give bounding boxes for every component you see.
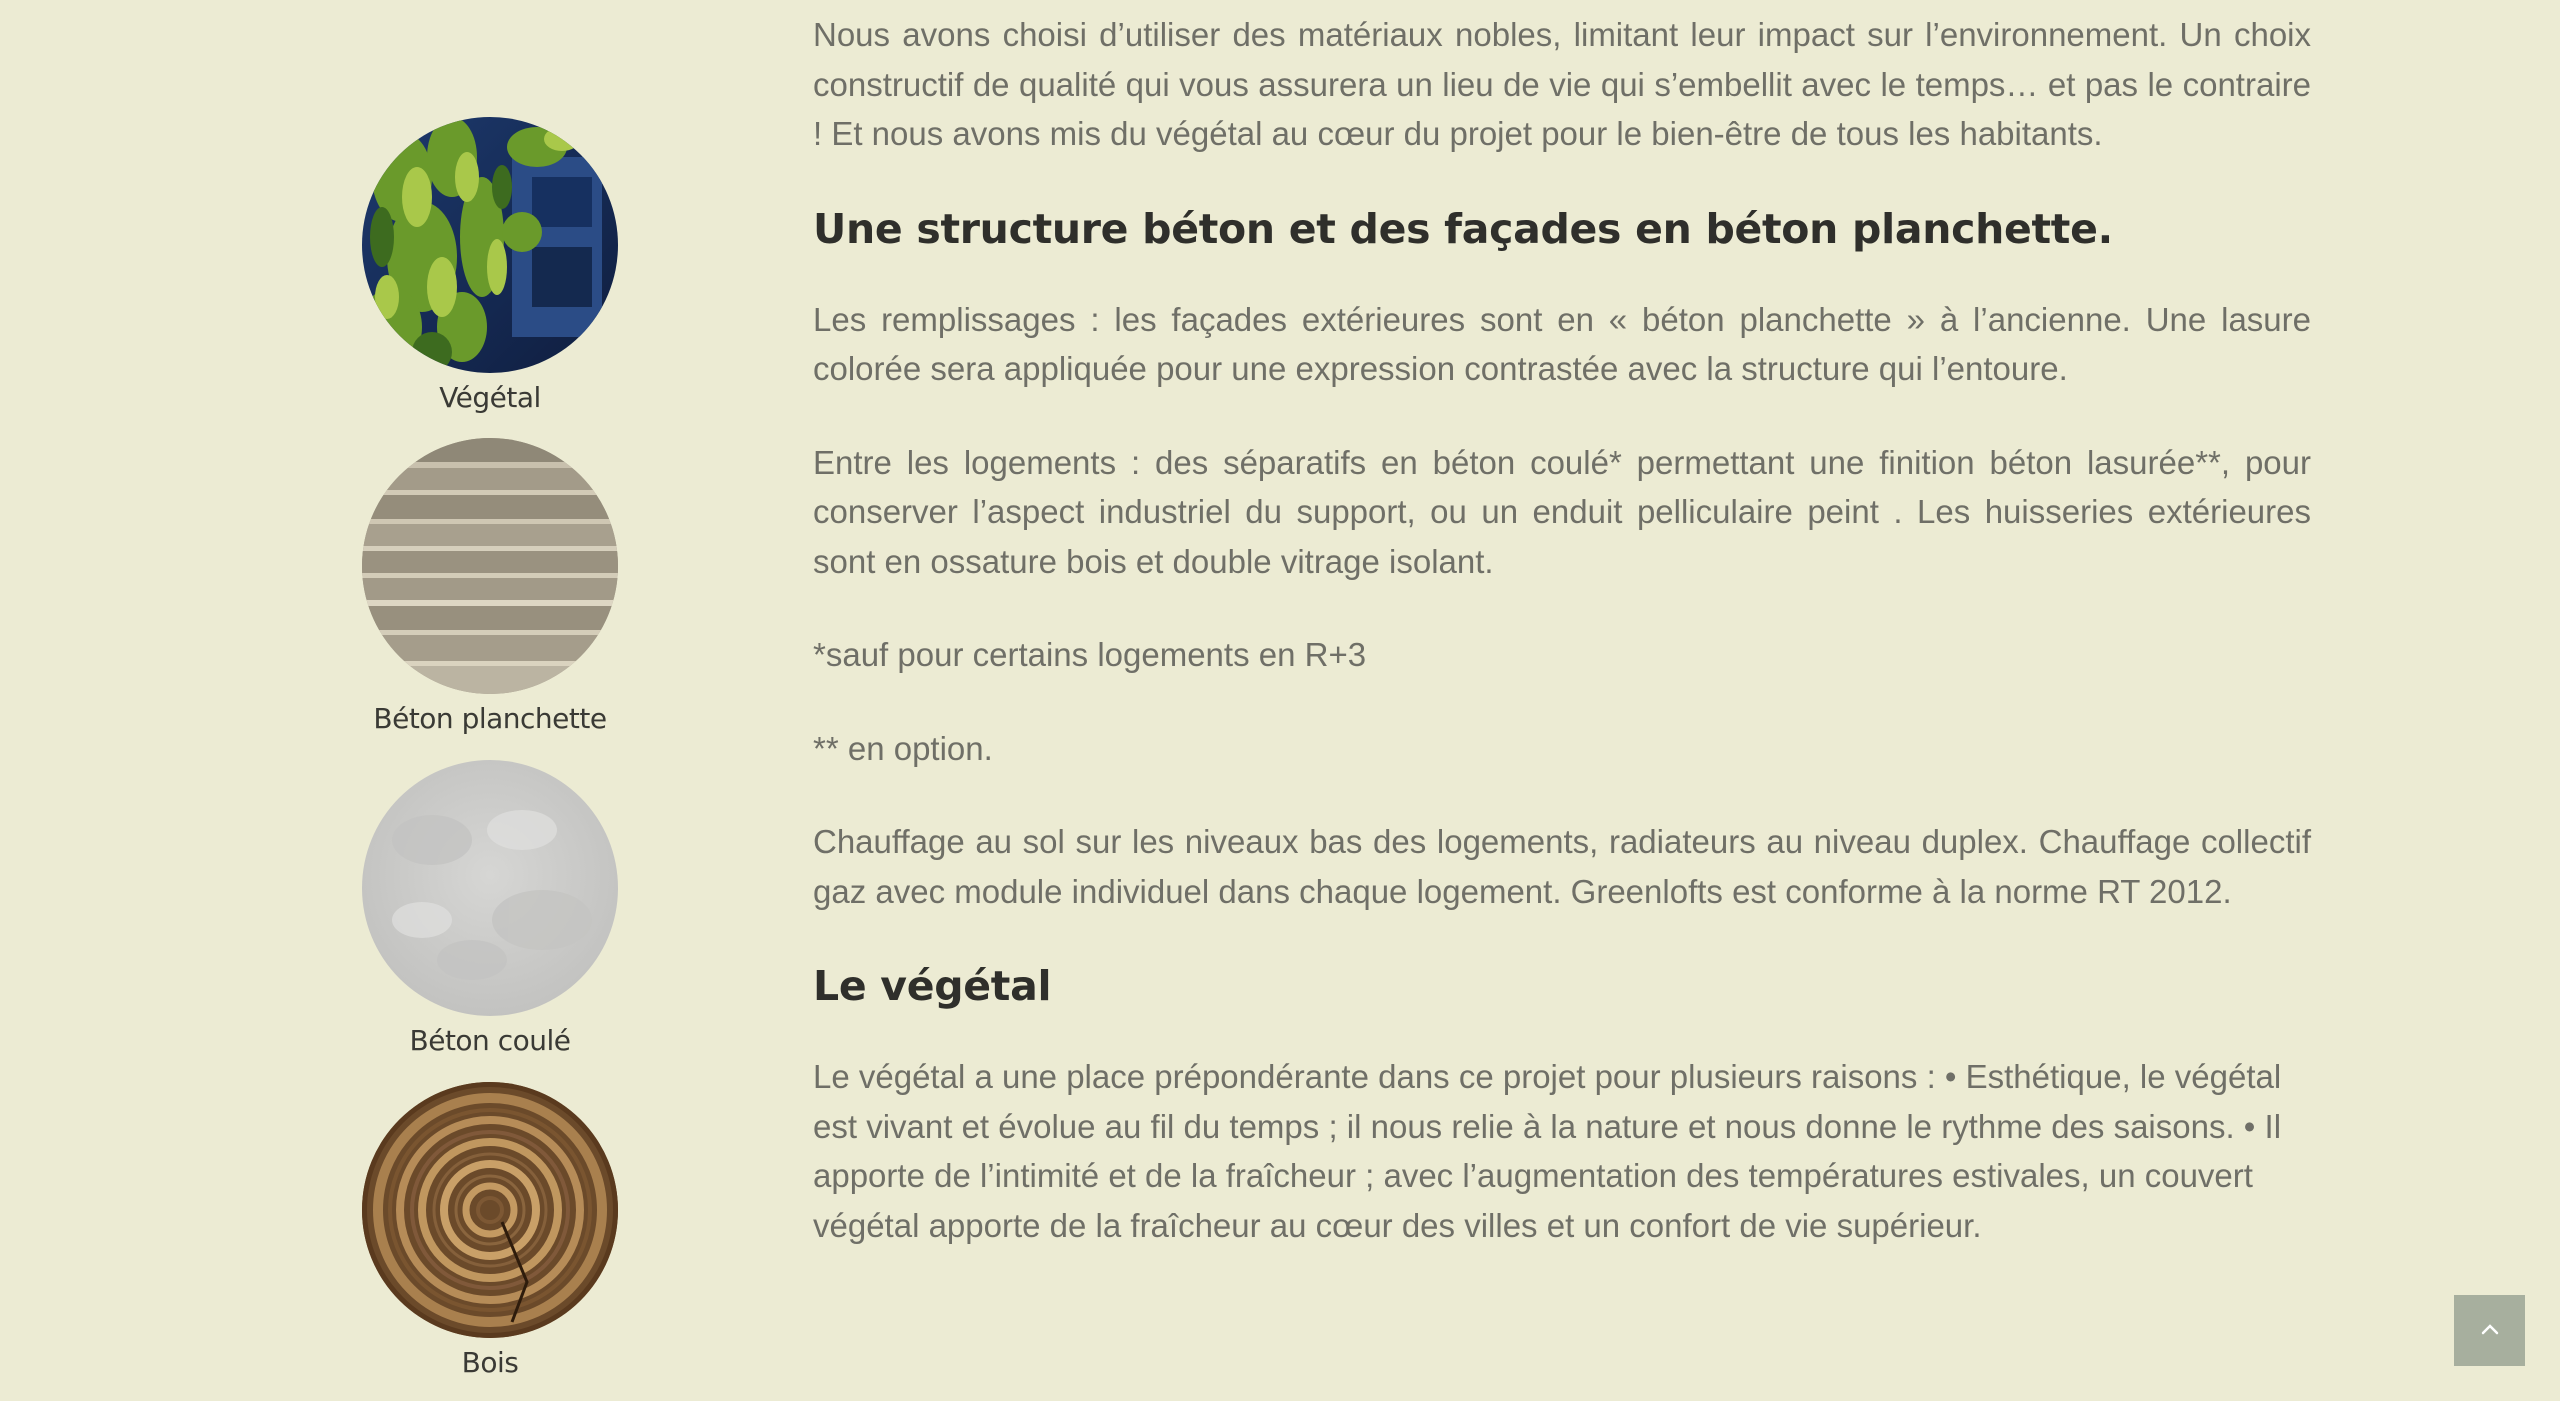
- material-label: Béton planchette: [373, 702, 607, 735]
- paragraph-chauffage: Chauffage au sol sur les niveaux bas des logements, radiateurs au niveau duplex. Chauffage collectif gaz avec module individuel dans chaque logement. Greenlofts est conforme à la norme RT 2012.: [813, 823, 2311, 910]
- material-label: Bois: [461, 1346, 519, 1379]
- material-label: Béton coulé: [409, 1024, 571, 1057]
- material-bois: [362, 1082, 618, 1380]
- plants-photo-icon: [362, 117, 618, 373]
- heading-structure: Une structure béton et des façades en béton planchette.: [813, 204, 2113, 253]
- heading-vegetal: Le végétal: [813, 962, 1052, 1010]
- footnote-r3: *sauf pour certains logements en R+3: [813, 636, 1367, 673]
- paragraph-logements: Entre les logements : des séparatifs en béton coulé* permettant une finition béton lasurée**, pour conserver l’aspect industriel du support, ou un enduit pelliculaire peint . Les huisseries extérieures sont en ossature bois et double vitrage isolant.: [813, 443, 2311, 580]
- paragraph-vegetal: Le végétal a une place prépondérante dans ce projet pour plusieurs raisons : • Esthétique, le végétal est vivant et évolue au fil du temps ; il nous relie à la nature et nous donne le rythme des saisons. • Il apporte de l’intimité et de la fraîcheur ; avec l’augmentation des températures estivales, un couvert végétal apporte de la fraîcheur au cœur des villes et un confort de vie supérieur.: [813, 1058, 2282, 1244]
- chevron-up-icon: [2481, 1322, 2499, 1340]
- intro-paragraph: Nous avons choisi d’utiliser des matériaux nobles, limitant leur impact sur l’environnement. Un choix constructif de qualité qui vous assurera un lieu de vie qui s’embellit avec le temps… et pas le contraire ! Et nous avons mis du végétal au cœur du projet pour le bien-être de tous les habitants.: [813, 16, 2311, 152]
- poured-concrete-photo-icon: [362, 760, 618, 1016]
- material-beton-planchette: [362, 438, 618, 736]
- footnote-option: ** en option.: [813, 729, 993, 767]
- board-concrete-photo-icon: [362, 438, 618, 694]
- article-content: [813, 10, 2311, 1250]
- material-beton-coule: [362, 760, 618, 1058]
- wood-photo-icon: [362, 1082, 618, 1338]
- material-vegetal: [362, 117, 618, 415]
- scroll-to-top-button[interactable]: [2454, 1295, 2525, 1366]
- material-label: Végétal: [439, 381, 541, 414]
- paragraph-remplissages: Les remplissages : les façades extérieures sont en « béton planchette » à l’ancienne. Une lasure colorée sera appliquée pour une expression contrastée avec la structure qui l’entoure.: [813, 300, 2311, 387]
